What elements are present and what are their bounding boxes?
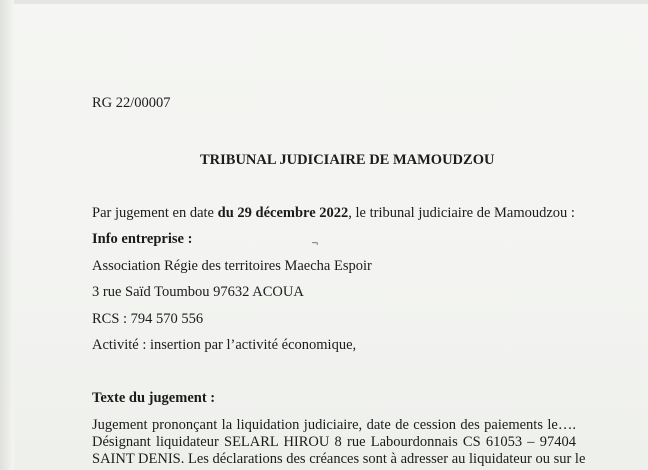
court-title: TRIBUNAL JUDICIAIRE DE MAMOUDZOU: [200, 152, 495, 168]
company-rcs: RCS : 794 570 556: [92, 311, 204, 327]
scan-speck-mark: ¬: [311, 239, 319, 249]
intro-suffix: , le tribunal judiciaire de Mamoudzou :: [348, 205, 575, 221]
judgment-date: du 29 décembre 2022: [217, 205, 349, 221]
case-reference: RG 22/00007: [92, 95, 171, 111]
judgment-text-heading: Texte du jugement :: [92, 390, 216, 406]
company-info-heading: Info entreprise :: [92, 231, 193, 247]
judgment-line: Désignant liquidateur SELARL HIROU 8 rue Labourdonnais CS 61053 – 97404: [92, 434, 576, 450]
judgment-line: Jugement prononçant la liquidation judiciaire, date de cession des paiements le….: [92, 417, 576, 433]
company-address: 3 rue Saïd Toumbou 97632 ACOUA: [92, 284, 304, 300]
judgment-text: [92, 417, 586, 468]
company-name: Association Régie des territoires Maecha Espoir: [92, 258, 372, 274]
judgment-line: SAINT DENIS. Les déclarations des créances sont à adresser au liquidateur ou sur le: [92, 451, 586, 467]
judgment-intro: [92, 205, 575, 222]
company-activity: Activité : insertion par l’activité économique,: [92, 337, 357, 353]
page-top-edge: [0, 0, 648, 4]
page-left-edge: [0, 0, 14, 470]
intro-prefix: Par jugement en date: [92, 205, 218, 221]
